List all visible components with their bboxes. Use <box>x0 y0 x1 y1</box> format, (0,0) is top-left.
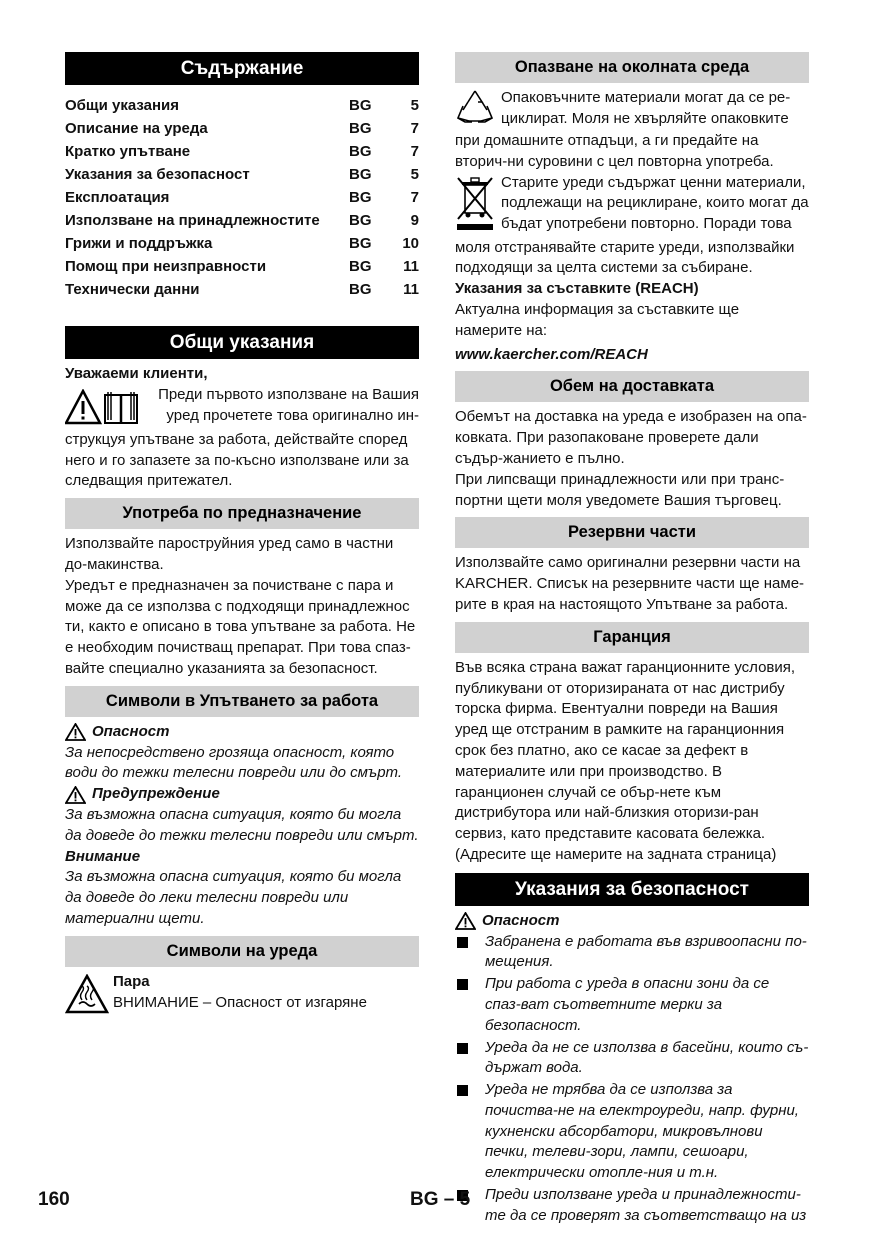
delivery-p1: Обемът на доставка на уреда е изобразен на опа-ковката. При разопаковане проверете дали съдър-жанието е пълно. <box>455 408 807 467</box>
toc-lang: BG <box>349 143 372 160</box>
recycle-icon <box>455 88 495 131</box>
toc-title: Грижи и поддръжка <box>65 235 213 252</box>
toc-lang: BG <box>349 189 372 206</box>
weee-text: моля отстранявайте старите уреди, използвайки подходящи за целта системи за събиране. <box>455 238 795 277</box>
toc-row[interactable] <box>65 94 419 117</box>
toc-row[interactable] <box>65 117 419 140</box>
safety-bullet <box>455 932 809 974</box>
general-heading: Общи указания <box>65 326 419 359</box>
spare-parts-heading: Резервни части <box>455 517 809 548</box>
toc-row[interactable] <box>65 186 419 209</box>
weee-text-line3: бъдат употребени повторно. Поради това <box>501 215 792 233</box>
toc-lang: BG <box>349 166 372 183</box>
warning-book-icon <box>65 389 145 430</box>
toc-row[interactable] <box>65 163 419 186</box>
reach-url-link[interactable]: www.kaercher.com/REACH <box>455 345 648 363</box>
toc-title: Помощ при неизправности <box>65 258 267 275</box>
toc-table <box>65 94 419 301</box>
toc-title: Указания за безопасност <box>65 166 250 183</box>
steam-text: ВНИМАНИЕ – Опасност от изгаряне <box>113 993 367 1011</box>
toc-page: 11 <box>403 281 419 298</box>
weee-block <box>455 173 809 238</box>
warning-label: Предупреждение <box>65 784 419 805</box>
toc-page: 7 <box>410 120 419 137</box>
delivery-heading: Обем на доставката <box>455 371 809 402</box>
symbols-device-heading: Символи на уреда <box>65 936 419 967</box>
steam-symbol <box>65 972 419 1014</box>
right-column <box>455 52 809 1228</box>
toc-title: Експлоатация <box>65 189 170 206</box>
bullet-text: При работа с уреда в опасни зони да се спаз-ват съответните мерки за безопасност. <box>485 975 770 1034</box>
recycle-text-line1: Опаковъчните материали могат да се ре- <box>501 89 791 106</box>
toc-page: 7 <box>410 189 419 206</box>
toc-row[interactable] <box>65 140 419 163</box>
caution-text: За възможна опасна ситуация, която би могла да доведе до леки телесни повреди или материални щети. <box>65 868 402 927</box>
toc-title: Общи указания <box>65 97 179 114</box>
delivery-p2: При липсващи принадлежности или при транс-портни щети моля уведомете Вашия търговец. <box>455 470 785 509</box>
bullet-text: Забранена е работата във взривоопасни по-мещения. <box>485 932 807 971</box>
toc-lang: BG <box>349 212 372 229</box>
safety-danger-label: Опасност <box>455 911 809 932</box>
section-label: BG – 5 <box>410 1189 471 1210</box>
danger-triangle-icon <box>455 912 476 930</box>
spare-parts-text: Използвайте само оригинални резервни части на KARCHER. Списък на резервните части ще наме-рите в края на настоящото Упътване за работа. <box>455 554 805 613</box>
steam-hot-icon <box>65 974 109 1014</box>
toc-lang: BG <box>349 120 372 137</box>
weee-text-line2: подлежащи на рециклиране, които могат да <box>501 194 809 212</box>
warning-text: За възможна опасна ситуация, която би могла да доведе до тежки телесни повреди или смърт. <box>65 805 419 844</box>
bullet-square-icon <box>457 979 468 990</box>
danger-text: За непосредствено грозяща опасност, която води до тежки телесни повреди или до смърт. <box>65 743 403 782</box>
recycle-text: при домашните отпадъци, а ги предайте на вторич-ни суровини с цел повторна употреба. <box>455 132 774 170</box>
intended-use-p2: Уредът е предназначен за почистване с пара и може да се използва с подходящи принадлежнос ти, както е описано в това упътване за работа. Не е необходим почистващ препарат. При това спаз-вайте специално указанията за безопасност. <box>65 576 416 677</box>
page-number: 160 <box>38 1189 70 1210</box>
safety-heading: Указания за безопасност <box>455 873 809 906</box>
left-column <box>65 52 419 1014</box>
steam-label: Пара <box>113 972 150 990</box>
warranty-heading: Гаранция <box>455 622 809 653</box>
toc-row[interactable] <box>65 255 419 278</box>
toc-title: Технически данни <box>65 281 200 298</box>
danger-triangle-icon <box>65 723 86 741</box>
intended-use-p1: Използвайте пароструйния уред само в частни до-макинства. <box>65 535 394 573</box>
toc-row[interactable] <box>65 209 419 232</box>
general-intro <box>65 385 419 430</box>
crossed-bin-icon <box>455 173 495 238</box>
toc-row[interactable] <box>65 232 419 255</box>
toc-lang: BG <box>349 258 372 275</box>
toc-page: 10 <box>402 235 419 252</box>
general-text-line1: Преди първото използване на Вашия <box>158 385 419 403</box>
safety-bullet <box>455 974 809 1036</box>
danger-label: Опасност <box>65 722 419 743</box>
toc-page: 5 <box>410 166 419 183</box>
bullet-text: Уреда да не се използва в басейни, които съ-държат вода. <box>485 1038 809 1077</box>
toc-page: 11 <box>403 258 419 275</box>
toc-heading: Съдържание <box>65 52 419 85</box>
bullet-text: Преди използване уреда и принадлежности-те да се проверят за съответстващо на из <box>485 1186 807 1224</box>
bullet-square-icon <box>457 1085 468 1096</box>
toc-title: Кратко упътване <box>65 143 191 160</box>
warranty-text: Във всяка страна важат гаранционните условия, публикувани от оторизираната от нас дистрибу торска фирма. Евентуални повреди на Вашия уред ще отстраним в рамките на гаранционния срок без платно, ако се касае за дефект в материалите или при производство. В гаранционен случай се обър-нете към дистрибутора или най-близкия оторизи-ран сервиз, като представите касовата бележка. (Адресите ще намерите на задната страница) <box>455 658 796 863</box>
warning-triangle-icon <box>65 786 86 804</box>
toc-page: 9 <box>410 212 419 229</box>
intended-use-heading: Употреба по предназначение <box>65 498 419 529</box>
reach-title: Указания за съставките (REACH) <box>455 280 699 298</box>
environment-heading: Опазване на околната среда <box>455 52 809 83</box>
symbols-manual-heading: Символи в Упътването за работа <box>65 686 419 717</box>
caution-label: Внимание <box>65 847 141 865</box>
toc-row[interactable] <box>65 278 419 301</box>
bullet-square-icon <box>457 937 468 948</box>
toc-page: 5 <box>410 97 419 114</box>
toc-lang: BG <box>349 281 372 298</box>
safety-bullet <box>455 1038 809 1080</box>
weee-text-line1: Старите уреди съдържат ценни материали, <box>501 173 806 191</box>
reach-text: Актуална информация за съставките ще намерите на: <box>455 300 740 339</box>
toc-page: 7 <box>410 143 419 160</box>
safety-bullet-list <box>455 932 809 1227</box>
greeting: Уважаеми клиенти, <box>65 365 208 382</box>
recycle-block <box>455 88 809 131</box>
bullet-square-icon <box>457 1043 468 1054</box>
general-text-line2: уред прочетете това оригинално ин- <box>166 406 419 424</box>
toc-lang: BG <box>349 97 372 114</box>
recycle-text-line2: циклират. Моля не хвърляйте опаковките <box>501 109 789 127</box>
bullet-text: Уреда не трябва да се използва за почиства-не на електроуреди, напр. фурни, кухненски абсорбатори, микровълнови печки, телеви-зори, лампи, сешоари, електрически отопле-ния и т.н. <box>485 1081 799 1182</box>
safety-bullet <box>455 1080 809 1184</box>
toc-title: Описание на уреда <box>65 120 208 137</box>
safety-bullet <box>455 1185 809 1227</box>
toc-title: Използване на принадлежностите <box>65 212 320 229</box>
general-text: струкцуя упътване за работа, действайте според него и го запазете за по-късно използване или за следващия притежател. <box>65 430 409 490</box>
toc-lang: BG <box>349 235 372 252</box>
